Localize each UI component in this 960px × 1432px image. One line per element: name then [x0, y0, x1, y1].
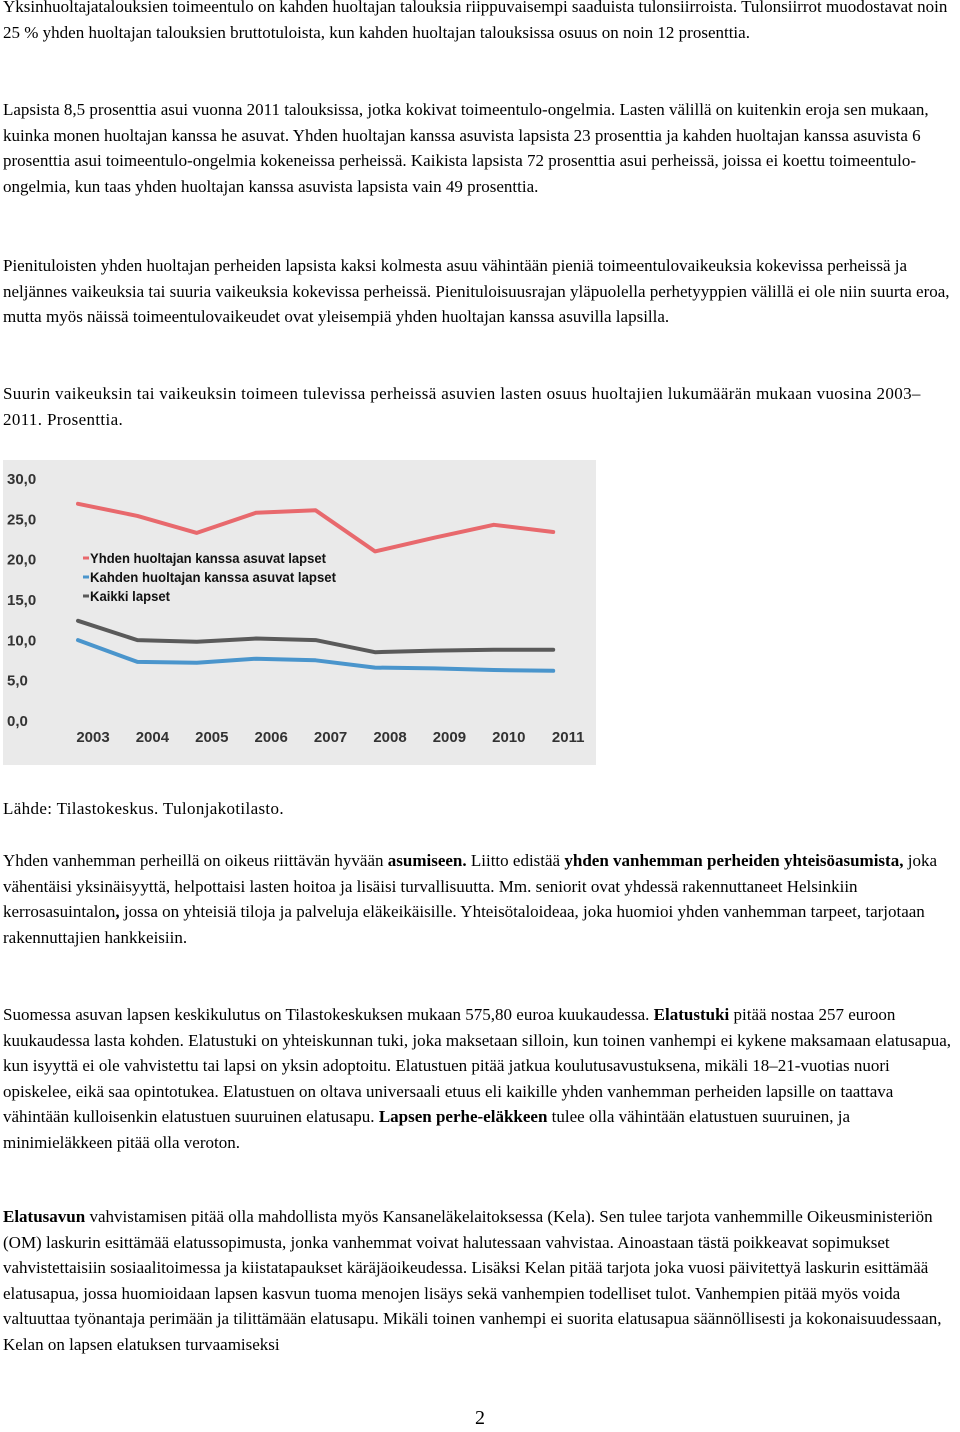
- paragraph-housing: [3, 848, 958, 950]
- line-chart: [3, 460, 596, 765]
- text-run: vahvistamisen pitää olla mahdollista myös Kansaneläkelaitoksessa (Kela). Sen tulee tarjota vanhemmille Oikeusministeriön (OM) laskurin esittämää elatussopimusta, jonka vanhemmat voivat halutessaan vahvistaa. Ainoastaan tästä poikkeavat sopimukset vahvistettaisiin sosiaalitoimessa ja kiistatapaukset käräjäoikeudessa. Lisäksi Kelan pitää tarjota joka vuosi päivitettyä laskurin esittämää elatusapua, jossa huomioidaan lapsen kasvun tuoma menojen lisäys sekä vanhempien todelliset tulot. Vanhempien pitää myös voida valtuuttaa työnantaja perimään ja tilittämään elatusapu. Mikäli toinen vanhempi ei suorita elatusapua säännöllisesti ja kokonaisuudessaan, Kelan on lapsen elatuksen turvaamiseksi: [3, 1207, 942, 1354]
- bold-run: yhden vanhemman perheiden yhteisöasumista,: [564, 851, 904, 870]
- paragraph-maintenance-payment: [3, 1204, 960, 1357]
- text-run: jossa on yhteisiä tiloja ja palveluja eläkeikäisille. Yhteisötaloideaa, joka huomioi yhden vanhemman tarpeet, tarjotaan rakennuttajien hankkeisiin.: [3, 902, 925, 947]
- bold-run: Elatusavun: [3, 1207, 86, 1226]
- text-run: joka vähentäisi yksinäisyyttä, helpottaisi lasten hoitoa ja lisäisi turvallisuutta. Mm. seniorit ovat yhdessä rakennuttaneet Helsinkiin kerrosasuintalon: [3, 851, 937, 921]
- y-tick-label: 5,0: [7, 672, 28, 690]
- x-tick-label: 2006: [254, 729, 288, 746]
- page-number: 2: [475, 1407, 485, 1429]
- text-run: Yhden vanhemman perheillä on oikeus riittävän hyvään: [3, 851, 388, 870]
- y-tick-label: 10,0: [7, 632, 37, 650]
- bold-run: Elatustuki: [653, 1005, 730, 1024]
- x-tick-label: 2007: [313, 729, 348, 746]
- x-tick-label: 2008: [373, 729, 407, 746]
- bold-run: Lapsen perhe-eläkkeen: [378, 1107, 548, 1126]
- y-tick-label: 0,0: [7, 713, 28, 730]
- legend-label: Yhden huoltajan kanssa asuvat lapset: [90, 551, 327, 566]
- legend-label: Kahden huoltajan kanssa asuvat lapset: [90, 570, 337, 585]
- bold-run: asumiseen.: [387, 851, 467, 870]
- legend-label: Kaikki lapset: [90, 589, 171, 604]
- series-line-1: [78, 504, 553, 552]
- text-run: tulee olla vähintään elatustuen suuruinen, ja minimieläkkeen pitää olla veroton.: [3, 1107, 851, 1152]
- chart-source: Lähde: Tilastokeskus. Tulonjakotilasto.: [3, 799, 284, 818]
- text-run: Suomessa asuvan lapsen keskikulutus on Tilastokeskuksen mukaan 575,80 euroa kuukaudessa.: [3, 1005, 654, 1024]
- paragraph-children-livelihood: Lapsista 8,5 prosenttia asui vuonna 2011 talouksissa, jotka kokivat toimeentulo-ongelmia. Lasten välillä on kuitenkin eroja sen mukaan, kuinka monen huoltajan kanssa he asuvat. Yhden huoltajan kanssa asuvista lapsista 23 prosenttia ja kahden huoltajan kanssa asuvista 6 prosenttia asui toimeentulo-ongelmia kokeneissa perheissä. Kaikista lapsista 72 prosenttia asui perheissä, joissa ei koettu toimeentulo-ongelmia, kun taas yhden huoltajan kanssa asuvista lapsista vain 49 prosenttia.: [3, 100, 929, 196]
- y-tick-label: 15,0: [7, 592, 37, 609]
- paragraph-low-income-families: Pienituloisten yhden huoltajan perheiden lapsista kaksi kolmesta asuu vähintään pieniä toimeentulovaikeuksia kokevissa perheissä ja neljännes vaikeuksia tai suuria vaikeuksia kokevissa perheissä. Pienituloisuusrajan yläpuolella perhetyyppien välillä ei ole niin suurta eroa, mutta myös näissä toimeentulovaikeudet ovat yleisempiä yhden huoltajan kanssa asuvilla lapsilla.: [3, 256, 950, 326]
- series-line-2: [78, 640, 553, 671]
- x-tick-label: 2003: [76, 729, 110, 746]
- x-tick-label: 2005: [195, 729, 229, 746]
- y-tick-label: 20,0: [7, 551, 37, 569]
- paragraph-income-transfers: Yksinhuoltajatalouksien toimeentulo on kahden huoltajan talouksia riippuvaisempi saaduista tulonsiirroista. Tulonsiirrot muodostavat noin 25 % yhden huoltajan talouksien bruttotuloista, kun kahden huoltajan talouksissa osuus on noin 12 prosenttia.: [3, 0, 948, 42]
- y-tick-label: 25,0: [7, 511, 37, 529]
- x-tick-label: 2004: [135, 729, 170, 746]
- x-tick-label: 2011: [551, 729, 585, 746]
- x-tick-label: 2010: [492, 729, 526, 746]
- chart-caption: Suurin vaikeuksin tai vaikeuksin toimeen tulevissa perheissä asuvien lasten osuus huoltajien lukumäärän mukaan vuosina 2003–2011. Prosenttia.: [3, 384, 921, 429]
- bold-run: ,: [115, 902, 120, 921]
- text-run: pitää nostaa 257 euroon kuukaudessa lasta kohden. Elatustuki on yhteiskunnan tuki, joka maksetaan silloin, kun toinen vanhempi ei kykene maksamaan elatusapua, kun isyyttä ei ole vahvistettu tai lapsi on yksin adoptoitu. Elatustuen pitää jatkua koulutusavustuksena, mikäli 18–21-vuotias nuori opiskelee, eikä saa opintotukea. Elatustuen on oltava universaali etuus eli kaikille yhden vanhemman perheiden lapsille on taattava vähintään kulloisenkin elatustuen suuruinen elatusapu.: [3, 1005, 951, 1126]
- paragraph-maintenance-support: [3, 1002, 958, 1155]
- series-line-3: [78, 621, 553, 652]
- text-run: Liitto edistää: [466, 851, 565, 870]
- line-chart-svg: [3, 460, 596, 765]
- y-tick-label: 30,0: [7, 471, 37, 488]
- x-tick-label: 2009: [432, 729, 467, 746]
